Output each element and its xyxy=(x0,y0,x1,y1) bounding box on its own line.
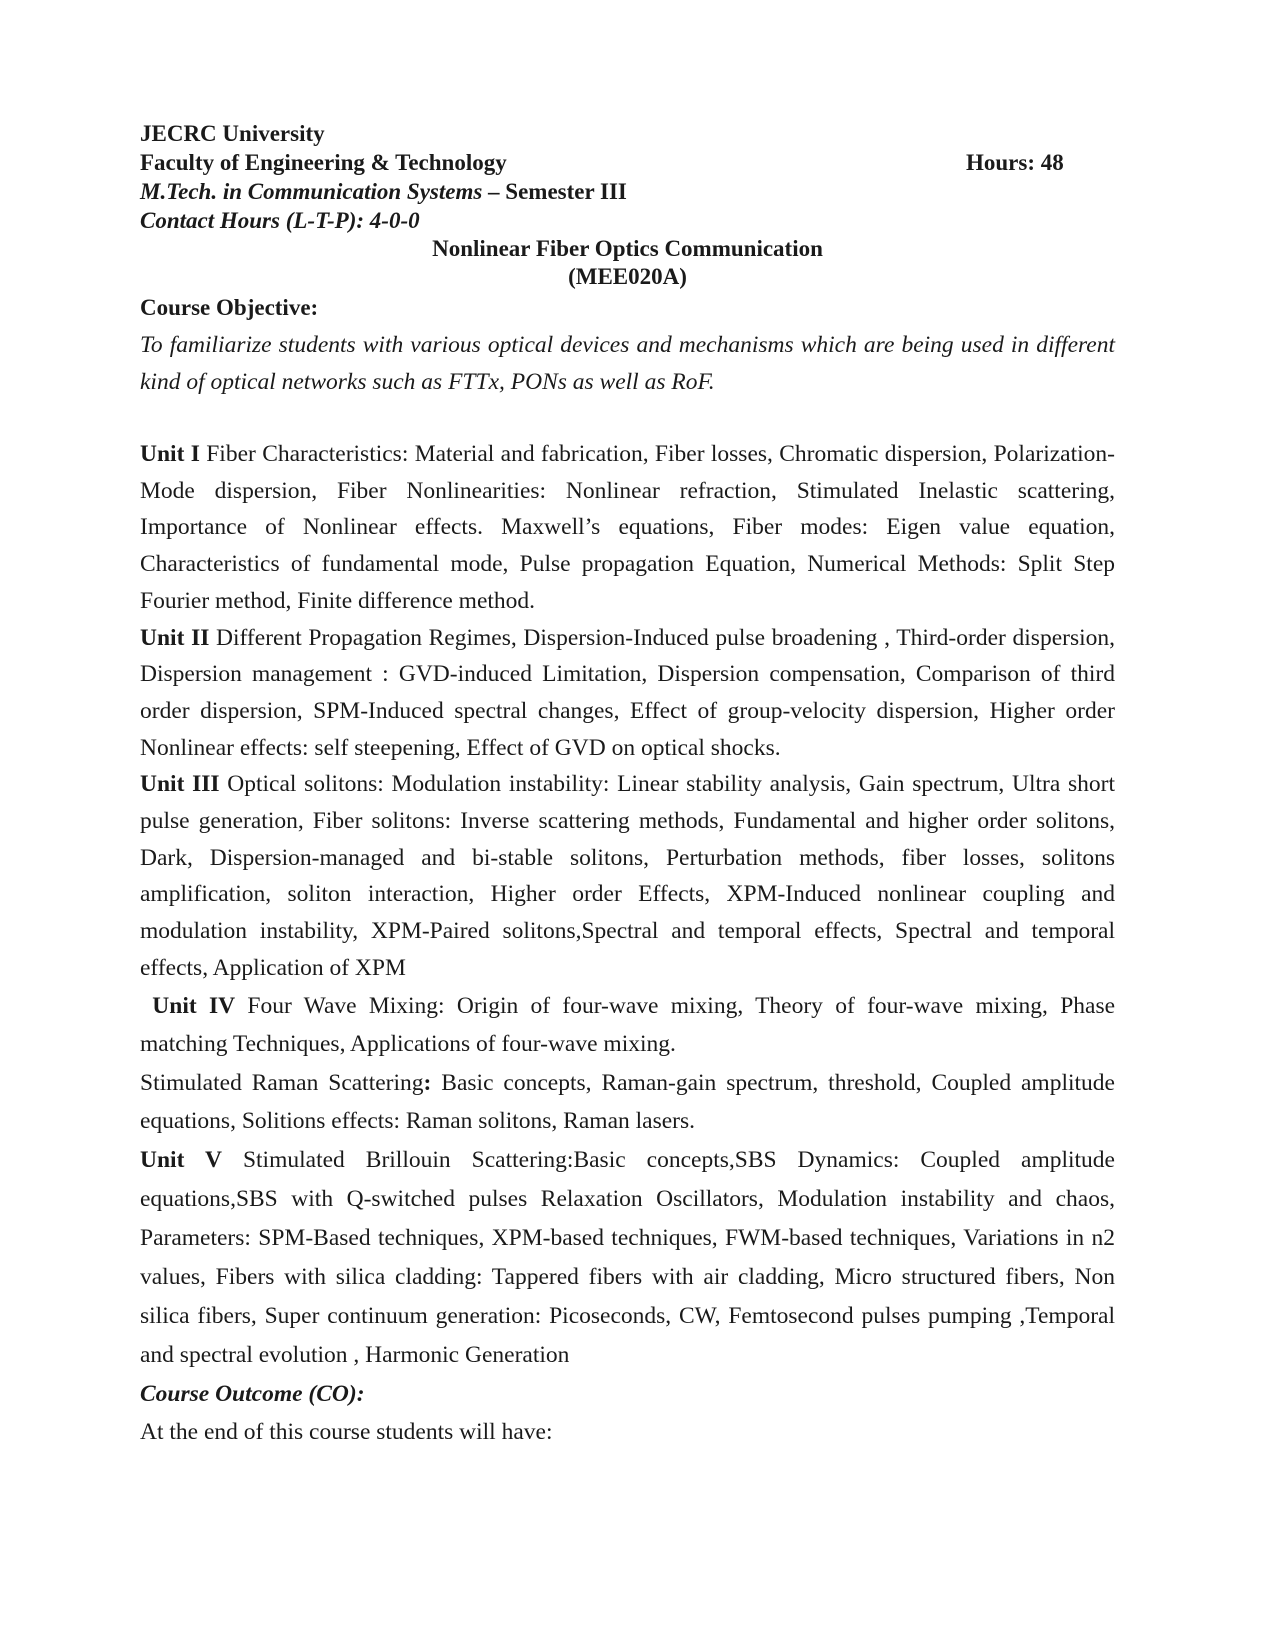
unit-text: Stimulated Brillouin Scattering:Basic concepts,SBS Dynamics: Coupled amplitude equations,SBS with Q-switched pulses Relaxation Oscillators, Modulation instability and chaos, Parameters: SPM-Based techniques, XPM-based techniques, FWM-based techniques, Variations in n2 values, Fibers with silica cladding: Tappered fibers with air cladding, Micro structured fibers, Non silica fibers, Super continuum generation: Picoseconds, CW, Femtosecond pulses pumping ,Temporal and spectral evolution , Harmonic Generation xyxy=(140,1146,1115,1368)
unit-paragraph xyxy=(140,1141,1115,1375)
unit-paragraph xyxy=(140,436,1115,620)
spacer xyxy=(140,400,1115,436)
program-name: M.Tech. in Communication Systems xyxy=(140,179,483,204)
unit-label: Unit II xyxy=(140,624,210,651)
outcome-heading: Course Outcome (CO): xyxy=(140,1380,365,1407)
unit-text: Optical solitons: Modulation instability: Linear stability analysis, Gain spectrum, Ultra short pulse generation, Fiber solitons: Inverse scattering methods, Fundamental and higher order solitons, Dark, Dispersion-managed and bi-stable solitons, Perturbation methods, fiber losses, solitons amplification, soliton interaction, Higher order Effects, XPM-Induced nonlinear coupling and modulation instability, XPM-Paired solitons,Spectral and temporal effects, Spectral and temporal effects, Application of XPM xyxy=(140,771,1115,981)
program-line xyxy=(140,177,1115,206)
course-title-block xyxy=(140,235,1115,291)
course-title: Nonlinear Fiber Optics Communication xyxy=(432,236,823,261)
semester-label: – Semester III xyxy=(482,179,627,204)
raman-paragraph xyxy=(140,1064,1115,1141)
unit-label: Unit IV xyxy=(152,992,236,1019)
unit-text: Different Propagation Regimes, Dispersion-Induced pulse broadening , Third-order dispersion, Dispersion management : GVD-induced Limitation, Dispersion compensation, Comparison of third order dispersion, SPM-Induced spectral changes, Effect of group-velocity dispersion, Higher order Nonlinear effects: self steepening, Effect of GVD on optical shocks. xyxy=(140,624,1115,761)
unit-label: Unit I xyxy=(140,441,200,467)
university-name: JECRC University xyxy=(140,121,325,146)
faculty-name: Faculty of Engineering & Technology xyxy=(140,150,507,175)
faculty-line xyxy=(140,148,1115,177)
unit-paragraph xyxy=(140,620,1115,767)
raman-text: Basic concepts, Raman-gain spectrum, threshold, Coupled amplitude equations, Solitions effects: Raman solitons, Raman lasers. xyxy=(140,1069,1115,1135)
objective-text: To familiarize students with various optical devices and mechanisms which are being used in different kind of optical networks such as FTTx, PONs as well as RoF. xyxy=(140,332,1115,395)
syllabus-page xyxy=(140,119,1115,1451)
unit-text: Fiber Characteristics: Material and fabrication, Fiber losses, Chromatic dispersion, Polarization-Mode dispersion, Fiber Nonlinearities: Nonlinear refraction, Stimulated Inelastic scattering, Importance of Nonlinear effects. Maxwell’s equations, Fiber modes: Eigen value equation, Characteristics of fundamental mode, Pulse propagation Equation, Numerical Methods: Split Step Fourier method, Finite difference method. xyxy=(140,441,1115,614)
raman-colon: : xyxy=(423,1069,432,1096)
hours-label: Hours: 48 xyxy=(966,150,1064,175)
unit-paragraph xyxy=(140,987,1115,1064)
raman-lead: Stimulated Raman Scattering xyxy=(140,1069,424,1096)
objective-heading: Course Objective: xyxy=(140,295,319,320)
unit-paragraph xyxy=(140,766,1115,986)
unit-label: Unit V xyxy=(140,1146,222,1173)
outcome-intro: At the end of this course students will have: xyxy=(140,1418,553,1445)
unit-text: Four Wave Mixing: Origin of four-wave mixing, Theory of four-wave mixing, Phase matching Techniques, Applications of four-wave mixing. xyxy=(140,992,1116,1058)
course-code: (MEE020A) xyxy=(568,264,687,289)
contact-hours: Contact Hours (L-T-P): 4-0-0 xyxy=(140,208,420,233)
unit-label: Unit III xyxy=(140,771,220,798)
